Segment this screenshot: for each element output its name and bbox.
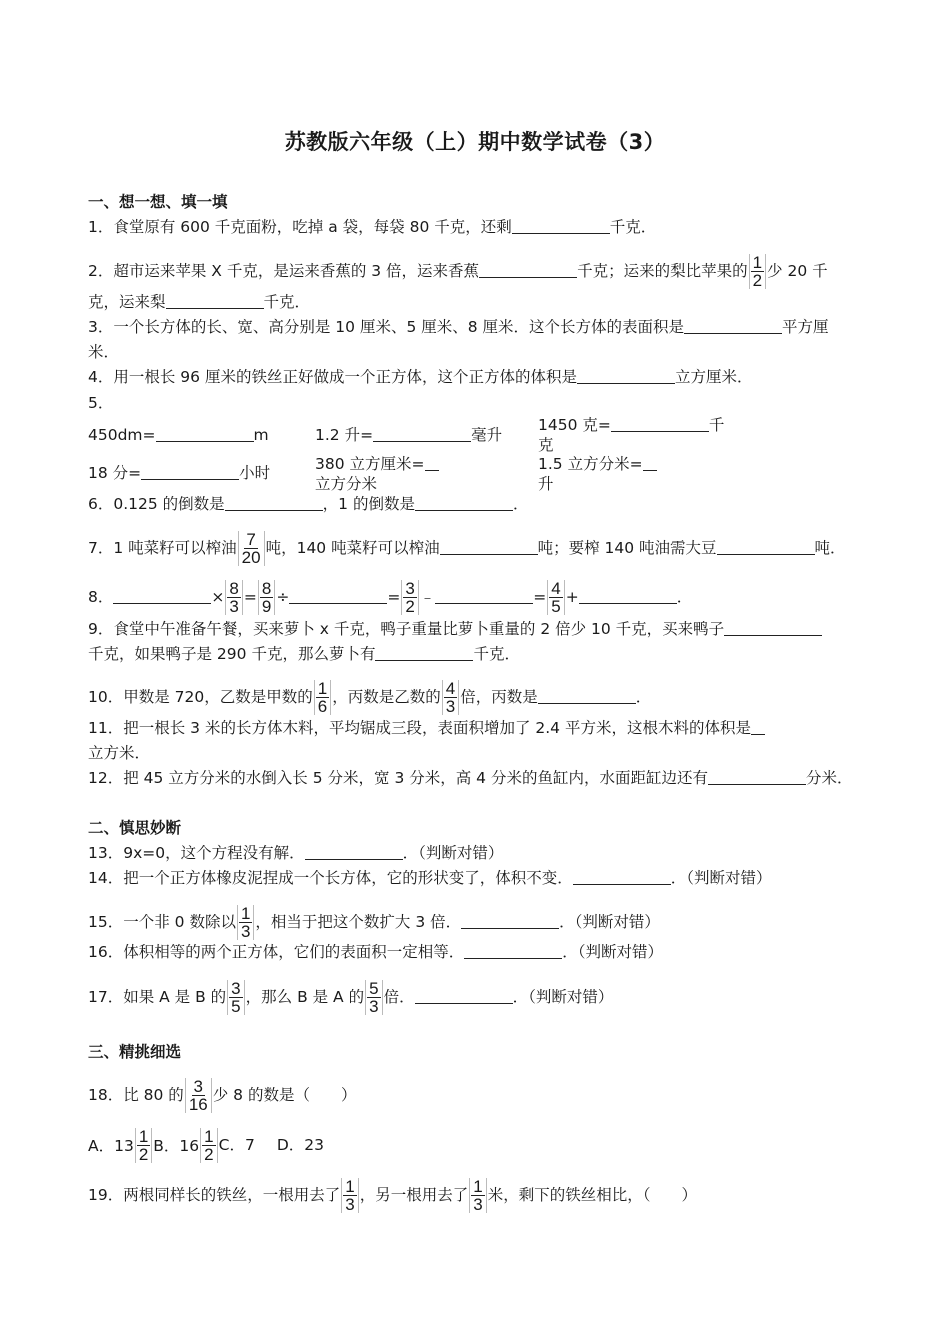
conversion-3: 1450 克= 千 克	[538, 416, 725, 454]
fraction: $\frac{1}{6}$	[314, 680, 331, 715]
answer-blank[interactable]	[289, 588, 387, 604]
conversion-2: 1.2 升= 毫升	[315, 426, 503, 444]
answer-blank[interactable]	[305, 844, 403, 860]
answer-blank[interactable]	[225, 495, 323, 511]
section-heading-3: 三、精挑细选	[88, 1043, 182, 1061]
page-title: 苏教版六年级（上）期中数学试卷（3）	[284, 130, 666, 154]
fraction: $\frac{1}{2}$	[135, 1128, 152, 1163]
answer-blank[interactable]	[373, 426, 471, 442]
section-heading-1: 一、想一想、填一填	[88, 193, 228, 211]
fraction: $\frac{4}{5}$	[547, 580, 564, 615]
conversion-1: 450dm= m	[88, 426, 269, 444]
conversion-4: 18 分= 小时	[88, 464, 271, 482]
section-heading-2: 二、慎思妙断	[88, 819, 182, 837]
conversion-6: 1.5 立方分米= 升	[538, 454, 657, 494]
question-5: 5．	[88, 394, 114, 412]
answer-blank[interactable]	[684, 318, 782, 334]
fraction: $\frac{4}{3}$	[442, 680, 459, 715]
fraction: $\frac{3}{5}$	[227, 980, 244, 1015]
question-17: 17．如果 A 是 B 的 $\frac{3}{5}$ ，那么 B 是 A 的 $\frac{5}{3}$ 倍． ．（判断对错）	[88, 979, 614, 1016]
answer-blank[interactable]	[479, 262, 577, 278]
fraction: $\frac{1}{2}$	[200, 1128, 217, 1163]
question-11: 11．把一根长 3 米的长方体木料，平均锯成三段，表面积增加了 2.4 平方米，这根木料的体积是	[88, 718, 765, 738]
fraction: $\frac{1}{2}$	[749, 254, 766, 289]
question-15: 15．一个非 0 数除以 $\frac{1}{3}$ ，相当于把这个数扩大 3 倍． ．（判断对错）	[88, 904, 660, 941]
question-2-cont: 克，运来梨 千克．	[88, 293, 311, 311]
answer-blank[interactable]	[425, 455, 439, 471]
question-8: 8． × $\frac{8}{3}$ = $\frac{8}{9}$ ÷ = $\frac{3}{2}$ ﹣ = $\frac{4}{5}$ + ．	[88, 579, 693, 616]
answer-blank[interactable]	[461, 913, 559, 929]
answer-blank[interactable]	[643, 455, 657, 471]
answer-blank[interactable]	[156, 426, 254, 442]
conversion-5: 380 立方厘米= 立方分米	[315, 454, 439, 494]
question-1: 1．食堂原有 600 千克面粉，吃掉 a 袋，每袋 80 千克，还剩 千克．	[88, 218, 657, 236]
answer-blank[interactable]	[708, 769, 806, 785]
answer-blank[interactable]	[538, 688, 636, 704]
fraction: $\frac{1}{3}$	[237, 905, 254, 940]
option-d[interactable]: D．23	[276, 1136, 324, 1154]
fraction: $\frac{3}{16}$	[185, 1078, 212, 1113]
fraction: $\frac{3}{2}$	[401, 580, 418, 615]
fraction: $\frac{1}{3}$	[341, 1178, 358, 1213]
answer-blank[interactable]	[440, 539, 538, 555]
answer-blank[interactable]	[435, 588, 533, 604]
answer-blank[interactable]	[724, 620, 822, 636]
option-c[interactable]: C．7	[218, 1136, 255, 1154]
question-18-options	[88, 1128, 324, 1163]
option-b[interactable]: B．16 $\frac{1}{2}$	[153, 1128, 218, 1163]
fraction: $\frac{8}{9}$	[258, 580, 275, 615]
answer-blank[interactable]	[464, 943, 562, 959]
question-16: 16．体积相等的两个正方体，它们的表面积一定相等． ．（判断对错）	[88, 943, 663, 961]
answer-blank[interactable]	[579, 588, 677, 604]
answer-blank[interactable]	[113, 588, 211, 604]
answer-blank[interactable]	[512, 218, 610, 234]
answer-blank[interactable]	[751, 719, 765, 735]
fraction: $\frac{1}{3}$	[469, 1178, 486, 1213]
question-7: 7．1 吨菜籽可以榨油 $\frac{7}{20}$ 吨，140 吨菜籽可以榨油 吨；要榨 140 吨油需大豆 吨．	[88, 530, 846, 567]
question-12: 12．把 45 立方分米的水倒入长 5 分米，宽 3 分米，高 4 分米的鱼缸内，水面距缸边还有 分米．	[88, 769, 853, 787]
fraction: $\frac{7}{20}$	[238, 531, 265, 566]
question-13: 13．9x=0，这个方程没有解． ．（判断对错）	[88, 844, 504, 862]
question-3: 3．一个长方体的长、宽、高分别是 10 厘米、5 厘米、8 厘米．这个长方体的表面积是 平方厘	[88, 318, 829, 336]
fraction: $\frac{5}{3}$	[365, 980, 382, 1015]
question-18: 18．比 80 的 $\frac{3}{16}$ 少 8 的数是（ ）	[88, 1077, 357, 1114]
answer-blank[interactable]	[611, 416, 709, 432]
question-14: 14．把一个正方体橡皮泥捏成一个长方体，它的形状变了，体积不变． ．（判断对错）	[88, 869, 772, 887]
answer-blank[interactable]	[573, 869, 671, 885]
answer-blank[interactable]	[141, 464, 239, 480]
question-4: 4．用一根长 96 厘米的铁丝正好做成一个正方体，这个正方体的体积是 立方厘米．	[88, 368, 753, 386]
question-19: 19．两根同样长的铁丝，一根用去了 $\frac{1}{3}$ ，另一根用去了 $\frac{1}{3}$ 米，剩下的铁丝相比，（ ）	[88, 1177, 697, 1214]
question-9: 9．食堂中午准备午餐，买来萝卜 x 千克，鸭子重量比萝卜重量的 2 倍少 10 千克，买来鸭子	[88, 619, 822, 639]
question-6: 6．0.125 的倒数是 ，1 的倒数是 ．	[88, 495, 529, 513]
question-9-cont: 千克，如果鸭子是 290 千克，那么萝卜有 千克．	[88, 645, 520, 663]
answer-blank[interactable]	[375, 645, 473, 661]
option-a[interactable]: A．13 $\frac{1}{2}$	[88, 1128, 153, 1163]
answer-blank[interactable]	[415, 495, 513, 511]
fraction: $\frac{8}{3}$	[225, 580, 242, 615]
question-11-cont: 立方米．	[88, 744, 151, 762]
answer-blank[interactable]	[415, 988, 513, 1004]
answer-blank[interactable]	[166, 293, 264, 309]
question-3-cont: 米．	[88, 343, 120, 361]
answer-blank[interactable]	[577, 368, 675, 384]
answer-blank[interactable]	[717, 539, 815, 555]
question-2: 2．超市运来苹果 X 千克，是运来香蕉的 3 倍，运来香蕉 千克；运来的梨比苹果的 $\frac{1}{2}$ 少 20 千	[88, 253, 828, 290]
question-10: 10．甲数是 720，乙数是甲数的 $\frac{1}{6}$ ，丙数是乙数的 $\frac{4}{3}$ 倍，丙数是 ．	[88, 679, 652, 716]
